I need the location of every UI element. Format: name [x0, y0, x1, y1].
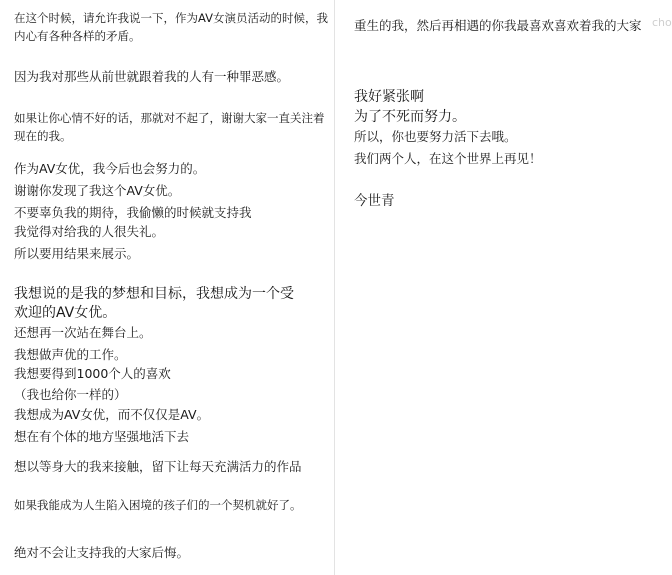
letter-line: 重生的我，然后再相遇的你我最喜欢喜欢着我的大家 [354, 18, 642, 33]
letter-line: 我想成为AV女优，而不仅仅是AV。 [14, 407, 210, 422]
letter-line: （我也给你一样的） [14, 387, 127, 402]
letter-line: 我想说的是我的梦想和目标，我想成为一个受 [14, 286, 294, 302]
letter-line: 欢迎的AV女优。 [14, 305, 117, 321]
column-divider [334, 0, 335, 575]
signature-line: 今世青 [354, 193, 395, 209]
letter-line: 谢谢你发现了我这个AV女优。 [14, 183, 181, 198]
letter-line: 还想再一次站在舞台上。 [14, 325, 152, 340]
letter-line: 因为我对那些从前世就跟着我的人有一种罪恶感。 [14, 69, 290, 84]
letter-line: 我好紧张啊 [354, 89, 424, 105]
letter-line: 作为AV女优，我今后也会努力的。 [14, 161, 206, 176]
letter-line: 所以，你也要努力活下去哦。 [354, 129, 517, 144]
letter-line: 我想要得到1000个人的喜欢 [14, 366, 171, 381]
letter-line: 现在的我。 [14, 129, 72, 143]
letter-line: 如果让你心情不好的话，那就对不起了，谢谢大家一直关注着 [14, 111, 325, 125]
letter-line: 为了不死而努力。 [354, 109, 466, 125]
letter-line: 内心有各种各样的矛盾。 [14, 29, 141, 43]
letter-line: 绝对不会让支持我的大家后悔。 [14, 545, 190, 560]
edge-watermark: cho [652, 16, 672, 29]
letter-line: 我觉得对给我的人很失礼。 [14, 224, 165, 239]
letter-line: 如果我能成为人生陷入困境的孩子们的一个契机就好了。 [14, 498, 302, 512]
letter-line: 想以等身大的我来接触，留下让每天充满活力的作品 [14, 459, 302, 474]
letter-line: 我们两个人，在这个世界上再见！ [354, 151, 542, 166]
letter-line: 在这个时候，请允许我说一下，作为AV女演员活动的时候，我 [14, 11, 328, 25]
letter-line: 想在有个体的地方坚强地活下去 [14, 429, 190, 444]
letter-line: 不要辜负我的期待，我偷懒的时候就支持我 [14, 205, 252, 220]
letter-line: 所以要用结果来展示。 [14, 246, 140, 261]
letter-line: 我想做声优的工作。 [14, 347, 127, 362]
